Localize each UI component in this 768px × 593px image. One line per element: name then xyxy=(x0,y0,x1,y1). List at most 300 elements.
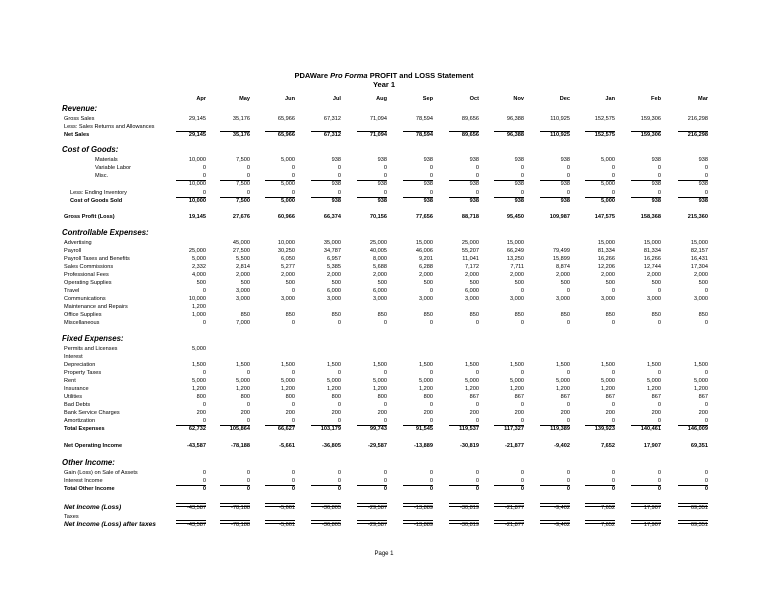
cell-feb: 1,500 xyxy=(647,362,661,368)
row-label: Payroll xyxy=(64,248,82,254)
row-label: Cost of Goods Sold xyxy=(70,198,123,204)
row-label: Amortization xyxy=(64,418,96,424)
cell-jul: 66,374 xyxy=(323,214,341,220)
total-double-rule xyxy=(403,503,433,507)
cell-nov: 1,200 xyxy=(510,386,524,392)
total-rule xyxy=(265,197,295,198)
cell-sep: 938 xyxy=(423,181,433,187)
cell-may: 105,864 xyxy=(229,426,250,432)
cell-jan: 7,652 xyxy=(601,443,615,449)
cell-dec: 110,925 xyxy=(550,116,570,122)
row-property-taxes xyxy=(0,369,768,377)
cell-jul: 3,000 xyxy=(327,296,341,302)
cell-may: 7,500 xyxy=(236,181,250,187)
section-heading xyxy=(0,147,768,155)
cell-aug: 500 xyxy=(377,280,387,286)
cell-mar: 0 xyxy=(704,288,708,294)
cell-mar: 5,000 xyxy=(694,378,708,384)
cell-sep: 1,200 xyxy=(419,386,433,392)
total-double-rule xyxy=(585,503,615,507)
total-double-rule xyxy=(357,503,387,507)
cell-mar: 15,000 xyxy=(690,240,708,246)
cell-sep: 0 xyxy=(429,288,433,294)
cell-dec: 0 xyxy=(566,165,570,171)
cell-apr: 5,000 xyxy=(192,346,206,352)
total-rule xyxy=(403,425,433,426)
cell-jul: 0 xyxy=(337,486,341,492)
row-interest xyxy=(0,353,768,361)
row-label: Permits and Licenses xyxy=(64,346,118,352)
cell-jun: 0 xyxy=(291,190,295,196)
cell-oct: 25,000 xyxy=(461,240,479,246)
month-header-may: May xyxy=(239,96,250,102)
row-label: Materials xyxy=(95,157,118,163)
row-net-operating-income xyxy=(0,442,768,450)
total-double-rule xyxy=(678,503,708,507)
total-rule xyxy=(176,180,206,181)
cell-sep: 850 xyxy=(423,312,433,318)
cell-mar: 3,000 xyxy=(694,296,708,302)
cell-jul: 1,500 xyxy=(327,362,341,368)
cell-oct: 0 xyxy=(475,470,479,476)
cell-oct: 0 xyxy=(475,402,479,408)
row-gain-loss-on-sale-of-assets xyxy=(0,469,768,477)
cell-feb: 81,334 xyxy=(643,248,661,254)
company-name: PDAWare xyxy=(294,71,328,80)
section-title: Cost of Goods: xyxy=(62,145,119,154)
cell-oct: 0 xyxy=(475,165,479,171)
total-double-rule xyxy=(449,520,479,524)
cell-feb: 0 xyxy=(657,486,661,492)
cell-jul: 938 xyxy=(331,157,341,163)
row-payroll xyxy=(0,247,768,255)
cell-oct: 2,000 xyxy=(465,272,479,278)
cell-sep: 3,000 xyxy=(419,296,433,302)
row-bank-service-charges xyxy=(0,409,768,417)
cell-may: 0 xyxy=(246,173,250,179)
month-header-apr: Apr xyxy=(196,96,206,102)
total-rule xyxy=(631,131,661,132)
cell-jul: 500 xyxy=(331,280,341,286)
month-header-jul: Jul xyxy=(332,96,341,102)
cell-mar: 1,500 xyxy=(694,362,708,368)
section-title: Controllable Expenses: xyxy=(62,228,149,237)
cell-may: 1,500 xyxy=(236,362,250,368)
total-rule xyxy=(403,180,433,181)
cell-jan: 5,000 xyxy=(601,157,615,163)
cell-feb: 140,461 xyxy=(640,426,661,432)
month-header-sep: Sep xyxy=(422,96,433,102)
cell-apr: 0 xyxy=(202,478,206,484)
cell-feb: 0 xyxy=(657,190,661,196)
cell-aug: 0 xyxy=(383,320,387,326)
total-rule xyxy=(357,131,387,132)
cell-sep: 5,000 xyxy=(419,378,433,384)
cell-sep: 0 xyxy=(429,478,433,484)
total-rule xyxy=(357,425,387,426)
cell-aug: 3,000 xyxy=(373,296,387,302)
cell-apr: 0 xyxy=(202,470,206,476)
cell-oct: 0 xyxy=(475,478,479,484)
cell-mar: 216,298 xyxy=(687,116,708,122)
total-double-rule xyxy=(220,503,250,507)
cell-nov: 0 xyxy=(520,320,524,326)
cell-apr: 10,000 xyxy=(188,296,206,302)
cell-apr: 0 xyxy=(202,418,206,424)
cell-jan: 850 xyxy=(605,312,615,318)
cell-jul: 6,957 xyxy=(327,256,341,262)
cell-feb: 0 xyxy=(657,173,661,179)
cell-jan: 0 xyxy=(611,320,615,326)
cell-aug: 0 xyxy=(383,402,387,408)
cell-jun: 65,966 xyxy=(277,116,295,122)
cell-nov: 938 xyxy=(514,198,524,204)
row-utilities xyxy=(0,393,768,401)
row-cost-of-goods-sold xyxy=(0,197,768,205)
cell-aug: 0 xyxy=(383,173,387,179)
cell-jan: 7,652 xyxy=(601,522,615,528)
cell-sep: 0 xyxy=(429,190,433,196)
cell-dec: 119,389 xyxy=(550,426,570,432)
row-label: Advertising xyxy=(64,240,92,246)
cell-nov: 96,388 xyxy=(506,132,524,138)
cell-sep: 0 xyxy=(429,173,433,179)
cell-jun: 0 xyxy=(291,418,295,424)
row-advertising xyxy=(0,239,768,247)
cell-dec: 938 xyxy=(560,181,570,187)
cell-aug: 0 xyxy=(383,370,387,376)
total-double-rule xyxy=(449,503,479,507)
row-permits-and-licenses xyxy=(0,345,768,353)
total-rule xyxy=(678,197,708,198)
row-label: Less: Ending Inventory xyxy=(70,190,127,196)
cell-apr: -43,587 xyxy=(187,505,206,511)
cell-aug: 0 xyxy=(383,478,387,484)
cell-apr: -43,587 xyxy=(187,443,206,449)
cell-oct: 89,656 xyxy=(461,132,479,138)
cell-mar: 216,298 xyxy=(687,132,708,138)
cell-apr: 1,000 xyxy=(192,312,206,318)
cell-apr: 10,000 xyxy=(188,198,206,204)
cell-mar: 0 xyxy=(704,402,708,408)
statement-title xyxy=(0,71,768,80)
row-maintenance-and-repairs xyxy=(0,303,768,311)
cell-nov: 0 xyxy=(520,478,524,484)
cell-jun: 66,627 xyxy=(277,426,295,432)
row-net-income-loss xyxy=(0,504,768,512)
row-professional-fees xyxy=(0,271,768,279)
cell-nov: 938 xyxy=(514,181,524,187)
row-label: Interest xyxy=(64,354,83,360)
row-label: Gross Sales xyxy=(64,116,95,122)
total-double-rule xyxy=(311,503,341,507)
cell-jul: -36,805 xyxy=(322,505,341,511)
cell-jan: 0 xyxy=(611,418,615,424)
cell-aug: 0 xyxy=(383,470,387,476)
cell-may: -78,188 xyxy=(231,443,250,449)
cell-jul: 938 xyxy=(331,181,341,187)
total-rule xyxy=(494,131,524,132)
cell-sep: 0 xyxy=(429,486,433,492)
cell-nov: 117,327 xyxy=(504,426,524,432)
cell-oct: 938 xyxy=(469,157,479,163)
cell-mar: 82,157 xyxy=(690,248,708,254)
total-rule xyxy=(357,180,387,181)
cell-sep: 78,594 xyxy=(415,116,433,122)
row-label: Operating Supplies xyxy=(64,280,112,286)
cell-aug: 938 xyxy=(377,157,387,163)
statement-year: Year 1 xyxy=(372,80,396,89)
cell-jan: 500 xyxy=(605,280,615,286)
cell-apr: 0 xyxy=(202,402,206,408)
total-rule xyxy=(585,131,615,132)
row-less-ending-inventory xyxy=(0,189,768,197)
row-label: Interest Income xyxy=(64,478,103,484)
cell-nov: 0 xyxy=(520,370,524,376)
cell-dec: 0 xyxy=(566,470,570,476)
cell-dec: 0 xyxy=(566,486,570,492)
cell-sep: 1,500 xyxy=(419,362,433,368)
cell-jan: 16,266 xyxy=(597,256,615,262)
cell-jul: 67,312 xyxy=(323,116,341,122)
cell-sep: 0 xyxy=(429,320,433,326)
cell-may: 7,500 xyxy=(236,157,250,163)
row-travel xyxy=(0,287,768,295)
cell-jun: 0 xyxy=(291,470,295,476)
cell-feb: 0 xyxy=(657,418,661,424)
cell-may: 200 xyxy=(240,410,250,416)
cell-mar: 215,360 xyxy=(687,214,708,220)
cell-apr: 800 xyxy=(196,394,206,400)
cell-apr: 4,000 xyxy=(192,272,206,278)
cell-jul: 5,385 xyxy=(327,264,341,270)
row-label: Misc. xyxy=(95,173,109,179)
cell-may: 35,176 xyxy=(232,116,250,122)
cell-aug: 850 xyxy=(377,312,387,318)
cell-oct: 7,172 xyxy=(465,264,479,270)
cell-dec: 8,874 xyxy=(556,264,570,270)
cell-feb: 15,000 xyxy=(643,240,661,246)
cell-may: -78,188 xyxy=(231,505,250,511)
row-label: Depreciation xyxy=(64,362,96,368)
cell-feb: 850 xyxy=(651,312,661,318)
cell-dec: 15,899 xyxy=(552,256,570,262)
total-double-rule xyxy=(631,520,661,524)
cell-mar: 0 xyxy=(704,470,708,476)
row-gross-sales xyxy=(0,115,768,123)
cell-feb: 0 xyxy=(657,402,661,408)
cell-jan: 0 xyxy=(611,370,615,376)
cell-jan: 0 xyxy=(611,478,615,484)
row-label: Payroll Taxes and Benefits xyxy=(64,256,130,262)
cell-jul: 850 xyxy=(331,312,341,318)
cell-oct: 0 xyxy=(475,418,479,424)
cell-jun: 6,050 xyxy=(281,256,295,262)
cell-nov: 96,388 xyxy=(506,116,524,122)
cell-nov: 15,000 xyxy=(506,240,524,246)
cell-dec: 0 xyxy=(566,402,570,408)
cell-aug: 1,500 xyxy=(373,362,387,368)
cell-jan: 152,575 xyxy=(594,116,615,122)
cell-dec: 3,000 xyxy=(556,296,570,302)
cell-nov: -21,877 xyxy=(505,505,524,511)
cell-sep: 9,201 xyxy=(419,256,433,262)
cell-may: 3,000 xyxy=(236,288,250,294)
cell-may: 0 xyxy=(246,190,250,196)
total-rule xyxy=(311,425,341,426)
pro-forma-label: Pro Forma xyxy=(330,71,368,80)
cell-feb: 938 xyxy=(651,198,661,204)
cell-dec: 938 xyxy=(560,157,570,163)
cell-sep: 0 xyxy=(429,165,433,171)
cell-jun: 5,277 xyxy=(281,264,295,270)
cell-dec: 200 xyxy=(560,410,570,416)
cell-jan: 139,923 xyxy=(594,426,615,432)
cell-feb: 159,306 xyxy=(640,116,661,122)
total-double-rule xyxy=(403,520,433,524)
cell-nov: -21,877 xyxy=(505,522,524,528)
cell-aug: 99,743 xyxy=(369,426,387,432)
total-rule xyxy=(357,485,387,486)
cell-apr: 500 xyxy=(196,280,206,286)
cell-apr: 0 xyxy=(202,486,206,492)
cell-mar: 867 xyxy=(698,394,708,400)
cell-oct: -30,819 xyxy=(460,522,479,528)
cell-jan: 2,000 xyxy=(601,272,615,278)
cell-apr: 200 xyxy=(196,410,206,416)
cell-oct: 11,041 xyxy=(462,256,479,262)
cell-oct: 938 xyxy=(469,198,479,204)
cell-jul: 0 xyxy=(337,165,341,171)
cell-apr: 0 xyxy=(202,165,206,171)
cell-feb: 16,266 xyxy=(643,256,661,262)
cell-dec: 0 xyxy=(566,320,570,326)
cell-feb: 12,744 xyxy=(643,264,661,270)
cell-nov: 0 xyxy=(520,288,524,294)
cell-dec: -9,402 xyxy=(554,522,570,528)
total-rule xyxy=(678,425,708,426)
cell-feb: 938 xyxy=(651,181,661,187)
total-double-rule xyxy=(494,520,524,524)
cell-oct: 200 xyxy=(469,410,479,416)
cell-may: 0 xyxy=(246,402,250,408)
section-title: Other Income: xyxy=(62,458,115,467)
cell-sep: 0 xyxy=(429,402,433,408)
total-rule xyxy=(585,425,615,426)
row-label: Variable Labor xyxy=(95,165,131,171)
cell-jun: 65,966 xyxy=(277,132,295,138)
total-rule xyxy=(403,197,433,198)
cell-sep: 91,545 xyxy=(415,426,433,432)
total-double-rule xyxy=(540,520,570,524)
cell-may: 0 xyxy=(246,470,250,476)
cell-dec: 79,499 xyxy=(552,248,570,254)
cell-sep: 938 xyxy=(423,157,433,163)
section-title: Fixed Expenses: xyxy=(62,334,124,343)
total-rule xyxy=(311,197,341,198)
cell-jul: -36,805 xyxy=(322,443,341,449)
total-double-rule xyxy=(585,520,615,524)
row-rent xyxy=(0,377,768,385)
cell-may: 3,000 xyxy=(236,296,250,302)
section-title: Revenue: xyxy=(62,104,98,113)
cell-mar: 16,431 xyxy=(690,256,708,262)
cell-nov: 200 xyxy=(514,410,524,416)
cell-oct: 0 xyxy=(475,173,479,179)
cell-apr: 19,145 xyxy=(188,214,206,220)
total-double-rule xyxy=(176,520,206,524)
cell-feb: 0 xyxy=(657,370,661,376)
cell-may: 35,176 xyxy=(232,132,250,138)
cell-mar: 200 xyxy=(698,410,708,416)
row-label: Bad Debts xyxy=(64,402,91,408)
cell-feb: 17,907 xyxy=(643,505,661,511)
month-header-jun: Jun xyxy=(285,96,295,102)
cell-aug: 0 xyxy=(383,486,387,492)
row-label: Gain (Loss) on Sale of Assets xyxy=(64,470,138,476)
row-depreciation xyxy=(0,361,768,369)
cell-jun: 200 xyxy=(285,410,295,416)
cell-jan: 15,000 xyxy=(597,240,615,246)
cell-jul: 6,000 xyxy=(327,288,341,294)
cell-oct: 938 xyxy=(469,181,479,187)
cell-nov: 0 xyxy=(520,486,524,492)
cell-jul: 1,200 xyxy=(327,386,341,392)
cell-jul: 0 xyxy=(337,173,341,179)
cell-mar: 69,351 xyxy=(690,522,708,528)
month-header-aug: Aug xyxy=(376,96,387,102)
cell-nov: 95,450 xyxy=(506,214,524,220)
total-rule xyxy=(176,485,206,486)
cell-jan: 5,000 xyxy=(601,378,615,384)
total-rule xyxy=(265,485,295,486)
cell-feb: 0 xyxy=(657,478,661,484)
cell-apr: 0 xyxy=(202,288,206,294)
cell-dec: 0 xyxy=(566,173,570,179)
cell-jun: 5,000 xyxy=(281,181,295,187)
total-rule xyxy=(494,485,524,486)
cell-jun: 850 xyxy=(285,312,295,318)
cell-oct: 5,000 xyxy=(465,378,479,384)
cell-sep: 938 xyxy=(423,198,433,204)
total-rule xyxy=(540,425,570,426)
cell-apr: 5,000 xyxy=(192,378,206,384)
cell-aug: 0 xyxy=(383,190,387,196)
cell-jun: 800 xyxy=(285,394,295,400)
cell-nov: 0 xyxy=(520,190,524,196)
month-header-jan: Jan xyxy=(605,96,615,102)
cell-apr: 62,732 xyxy=(188,426,206,432)
cell-dec: 0 xyxy=(566,370,570,376)
cell-may: 27,500 xyxy=(232,248,250,254)
cell-feb: 0 xyxy=(657,320,661,326)
total-rule xyxy=(220,131,250,132)
cell-mar: 69,351 xyxy=(690,443,708,449)
row-interest-income xyxy=(0,477,768,485)
cell-oct: 3,000 xyxy=(465,296,479,302)
cell-apr: 25,000 xyxy=(188,248,206,254)
cell-sep: 0 xyxy=(429,418,433,424)
cell-jun: 1,500 xyxy=(281,362,295,368)
row-total-other-income xyxy=(0,485,768,493)
cell-jan: 0 xyxy=(611,470,615,476)
cell-jan: 1,200 xyxy=(601,386,615,392)
cell-jan: 0 xyxy=(611,165,615,171)
total-rule xyxy=(311,180,341,181)
cell-mar: 69,351 xyxy=(690,505,708,511)
total-double-rule xyxy=(265,503,295,507)
total-rule xyxy=(449,131,479,132)
